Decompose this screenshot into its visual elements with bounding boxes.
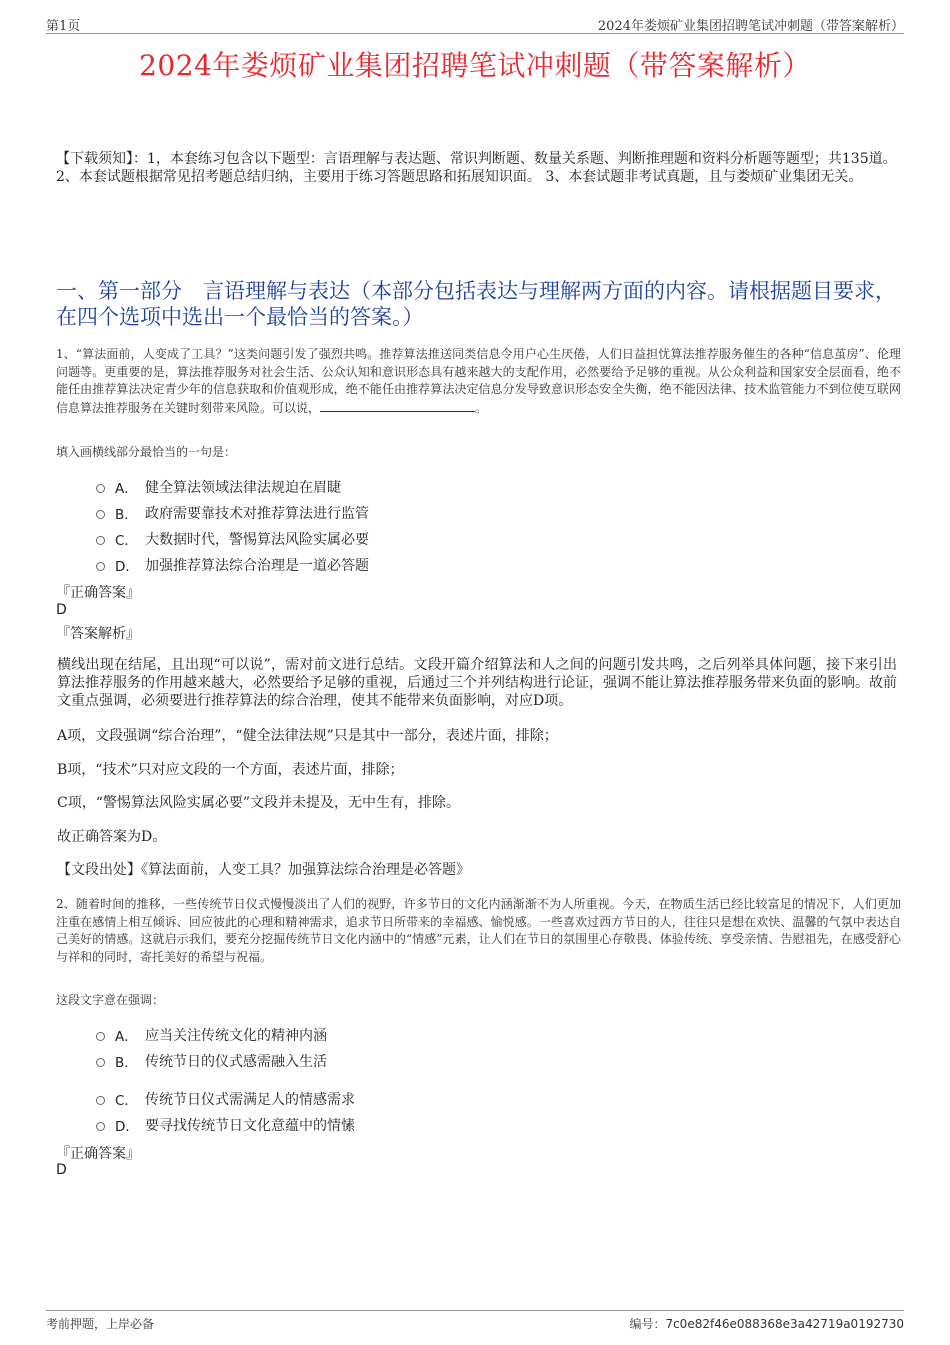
download-notice: 【下载须知】：1，本套练习包含以下题型：言语理解与表达题、常识判断题、数量关系题、判断推理题和资料分析题等题型；共135道。 2、本套试题根据常见招考题总结归纳，主要用于练习答题思路和拓展知识面。 3、本套试题非考试真题，且与娄烦矿业集团无关。 xyxy=(56,151,897,185)
option-text: 应当关注传统文化的精神内涵 xyxy=(145,1028,327,1044)
option-text: 传统节日仪式需满足人的情感需求 xyxy=(145,1092,355,1108)
option-letter: C． xyxy=(115,533,138,549)
option-letter: A． xyxy=(115,1029,138,1045)
header-divider xyxy=(46,33,904,34)
radio-icon[interactable] xyxy=(96,1122,105,1131)
radio-icon[interactable] xyxy=(96,1032,105,1041)
q1-source: 【文段出处】《算法面前，人变工具？加强算法综合治理是必答题》 xyxy=(57,862,470,878)
q1-option-b[interactable] xyxy=(96,503,369,523)
option-text: 要寻找传统节日文化意蕴中的情愫 xyxy=(145,1118,355,1134)
footer-doc-code xyxy=(629,1315,904,1332)
page-number: 第1页 xyxy=(46,19,81,34)
q2-option-c[interactable] xyxy=(96,1089,355,1109)
option-text: 加强推荐算法综合治理是一道必答题 xyxy=(145,558,369,574)
q2-option-a[interactable] xyxy=(96,1025,327,1045)
option-text: 大数据时代，警惕算法风险实属必要 xyxy=(145,532,369,548)
option-letter: D． xyxy=(115,559,139,575)
q1-answer-label: 『正确答案』 xyxy=(56,585,140,601)
q2-option-d[interactable] xyxy=(96,1115,355,1135)
option-letter: A． xyxy=(115,481,138,497)
q1-analysis-conclusion: 故正确答案为D。 xyxy=(57,829,167,845)
footer-divider xyxy=(46,1310,904,1311)
option-text: 传统节日的仪式感需融入生活 xyxy=(145,1054,327,1070)
radio-icon[interactable] xyxy=(96,1096,105,1105)
fill-blank-line xyxy=(320,399,475,412)
section-title: 一、第一部分 言语理解与表达（本部分包括表达与理解两方面的内容。请根据题目要求，在四个选项中选出一个最恰当的答案。） xyxy=(56,279,896,329)
q1-answer: D xyxy=(56,602,67,618)
radio-icon[interactable] xyxy=(96,510,105,519)
radio-icon[interactable] xyxy=(96,562,105,571)
q1-analysis-option-b: B项，“技术”只对应文段的一个方面，表述片面，排除； xyxy=(57,762,404,778)
doc-code: 7c0e82f46e088368e3a42719a0192730 xyxy=(665,1317,904,1331)
option-letter: D． xyxy=(115,1119,139,1135)
q1-option-d[interactable] xyxy=(96,555,369,575)
page-title: 2024年娄烦矿业集团招聘笔试冲刺题（带答案解析） xyxy=(139,49,811,82)
option-letter: B． xyxy=(115,507,138,523)
q2-answer: D xyxy=(56,1162,67,1178)
q1-option-c[interactable] xyxy=(96,529,369,549)
question-1-tail: 。 xyxy=(475,400,488,415)
header-doc-title: 2024年娄烦矿业集团招聘笔试冲刺题（带答案解析） xyxy=(597,19,904,34)
question-2-text: 2、随着时间的推移，一些传统节日仪式慢慢淡出了人们的视野，许多节日的文化内涵渐渐不为人所重视。今天，在物质生活已经比较富足的情况下，人们更加注重在感情上相互倾诉、回应彼此的心理和精神需求，追求节日所带来的幸福感、愉悦感。一些喜欢过西方节日的人，往往只是想在欢快、温馨的气氛中表达自己美好的情感。这就启示我们，要充分挖掘传统节日文化内涵中的“情感”元素，让人们在节日的氛围里心存敬畏、体验传统、享受亲情、告慰祖先，在感受舒心与祥和的同时，寄托美好的希望与祝福。 xyxy=(56,897,901,964)
question-1-text xyxy=(56,346,901,417)
question-2-prompt: 这段文字意在强调： xyxy=(56,993,165,1007)
q1-analysis-option-a: A项，文段强调“综合治理”，“健全法律法规”只是其中一部分，表述片面，排除； xyxy=(57,728,558,744)
q1-option-a[interactable] xyxy=(96,477,341,497)
radio-icon[interactable] xyxy=(96,484,105,493)
q1-analysis-label: 『答案解析』 xyxy=(56,626,140,642)
option-letter: B． xyxy=(115,1055,138,1071)
radio-icon[interactable] xyxy=(96,536,105,545)
radio-icon[interactable] xyxy=(96,1058,105,1067)
q2-option-b[interactable] xyxy=(96,1051,327,1071)
question-1-prompt: 填入画横线部分最恰当的一句是： xyxy=(56,445,237,459)
q1-analysis-summary: 横线出现在结尾，且出现“可以说”，需对前文进行总结。文段开篇介绍算法和人之间的问题引发共鸣，之后列举具体问题，接下来引出算法推荐服务的作用越来越大，必然要给予足够的重视，后通过三个并列结构进行论证，强调不能让算法推荐服务带来负面的影响。故前文重点强调，必须要进行推荐算法的综合治理，使其不能带来负面影响，对应D项。 xyxy=(57,657,897,709)
option-letter: C． xyxy=(115,1093,138,1109)
q2-answer-label: 『正确答案』 xyxy=(56,1146,140,1162)
option-text: 健全算法领域法律法规迫在眉睫 xyxy=(145,480,341,496)
q1-analysis-option-c: C项，“警惕算法风险实属必要”文段并未提及，无中生有，排除。 xyxy=(57,795,461,811)
question-1-body: 1、“算法面前，人变成了工具？”这类问题引发了强烈共鸣。推荐算法推送同类信息令用户心生厌倦，人们日益担忧算法推荐服务催生的各种“信息茧房”、伦理问题等。更重要的是，算法推荐服务对社会生活、公众认知和意识形态具有越来越大的支配作用，必然要给予足够的重视。从公众利益和国家安全层面看，绝不能任由推荐算法决定青少年的信息获取和价值观形成，绝不能任由推荐算法决定信息分发导致意识形态安全失衡，绝不能因法律、技术监管能力不到位使互联网信息算法推荐服务在关键时刻带来风险。可以说， xyxy=(56,347,901,415)
doc-code-label: 编号： xyxy=(629,1317,666,1331)
option-text: 政府需要靠技术对推荐算法进行监管 xyxy=(145,506,369,522)
footer-slogan: 考前押题，上岸必备 xyxy=(46,1317,155,1331)
